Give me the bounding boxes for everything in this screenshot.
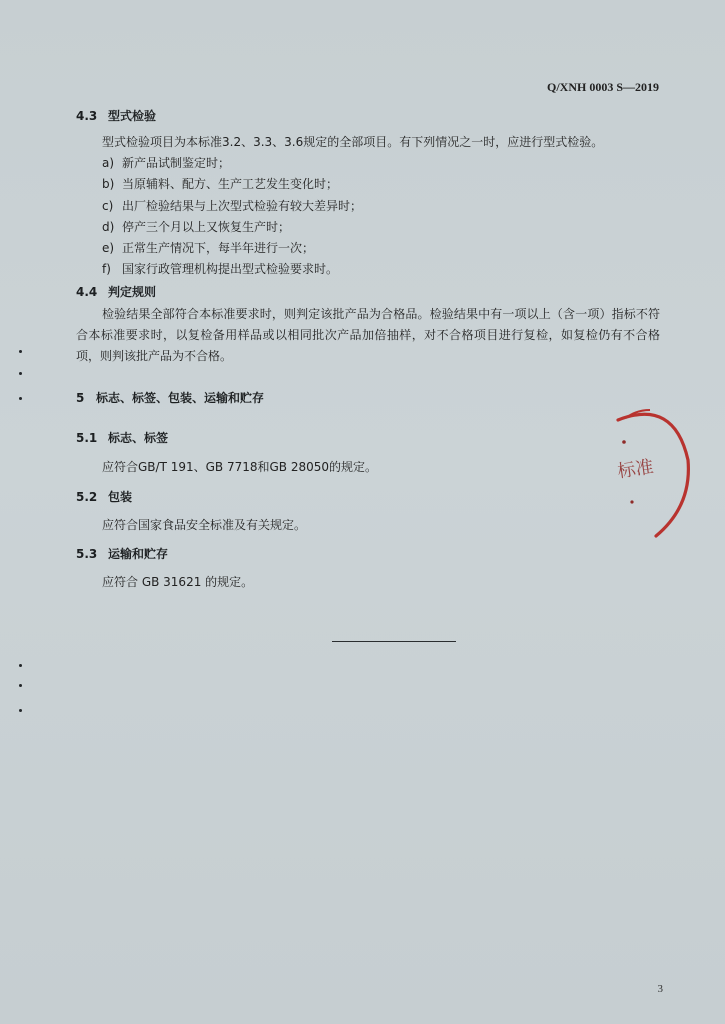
list-text: 停产三个月以上又恢复生产时；: [122, 219, 291, 234]
section-title: 标志、标签、包装、运输和贮存: [96, 391, 265, 405]
section-number: 5.1: [76, 431, 98, 445]
section-title: 型式检验: [108, 109, 157, 123]
binding-speck: [19, 350, 22, 353]
binding-speck: [19, 709, 22, 712]
section-title: 判定规则: [108, 285, 157, 299]
section-5-2-text: 应符合国家食品安全标准及有关规定。: [102, 518, 307, 532]
list-marker: f): [102, 262, 111, 277]
binding-speck: [19, 397, 22, 400]
list-text: 当原辅料、配方、生产工艺发生变化时；: [122, 177, 339, 192]
list-text: 出厂检验结果与上次型式检验有较大差异时；: [122, 198, 363, 213]
section-4-4-text: 检验结果全部符合本标准要求时，则判定该批产品为合格品。检验结果中有一项以上（含一项）指标不符合本标准要求时，以复检备用样品或以相同批次产品加倍抽样，对不合格项目进行复检，如复检仍有不合格项，则判该批产品为不合格。: [76, 307, 660, 363]
list-text: 国家行政管理机构提出型式检验要求时。: [122, 262, 339, 277]
section-title: 包装: [108, 490, 133, 504]
list-marker: b): [102, 177, 115, 192]
section-number: 4.3: [76, 109, 98, 123]
list-item: [102, 217, 662, 238]
end-rule: [332, 641, 456, 642]
seal-ink-speck: [630, 500, 633, 503]
section-title: 标志、标签: [108, 431, 169, 445]
section-5-3-text: 应符合 GB 31621 的规定。: [102, 575, 254, 589]
section-4-3-list: [102, 153, 662, 281]
list-text: 正常生产情况下，每半年进行一次；: [122, 241, 315, 256]
seal-ink-speck: [622, 440, 626, 444]
section-number: 5.3: [76, 547, 98, 561]
section-number: 5.2: [76, 490, 98, 504]
section-title: 运输和贮存: [108, 547, 169, 561]
binding-speck: [19, 684, 22, 687]
section-number: 5: [76, 391, 85, 405]
list-item: [102, 174, 662, 195]
section-heading-5-3: [76, 545, 168, 562]
list-item: [102, 153, 662, 174]
list-item: [102, 259, 662, 280]
section-heading-4-3: [76, 107, 156, 124]
list-marker: a): [102, 156, 115, 170]
document-code: Q/XNH 0003 S—2019: [546, 80, 659, 94]
list-marker: d): [102, 219, 115, 234]
seal-stamp: [612, 402, 694, 540]
list-item: [102, 238, 662, 259]
section-heading-5-2: [76, 488, 132, 505]
list-text: 新产品试制鉴定时；: [122, 156, 231, 170]
binding-speck: [19, 664, 22, 667]
list-item: [102, 196, 662, 217]
section-heading-4-4: [76, 283, 156, 300]
binding-speck: [19, 372, 22, 375]
section-4-3-intro: 型式检验项目为本标准3.2、3.3、3.6规定的全部项目。有下列情况之一时，应进行型式检验。: [102, 135, 604, 149]
section-heading-5: [76, 389, 264, 406]
page-number: 3: [657, 983, 663, 995]
section-number: 4.4: [76, 285, 98, 299]
list-marker: e): [102, 241, 115, 256]
seal-text: 标准: [616, 456, 655, 483]
section-heading-5-1: [76, 429, 168, 446]
list-marker: c): [102, 198, 114, 213]
section-5-1-text: 应符合GB/T 191、GB 7718和GB 28050的规定。: [102, 460, 378, 474]
